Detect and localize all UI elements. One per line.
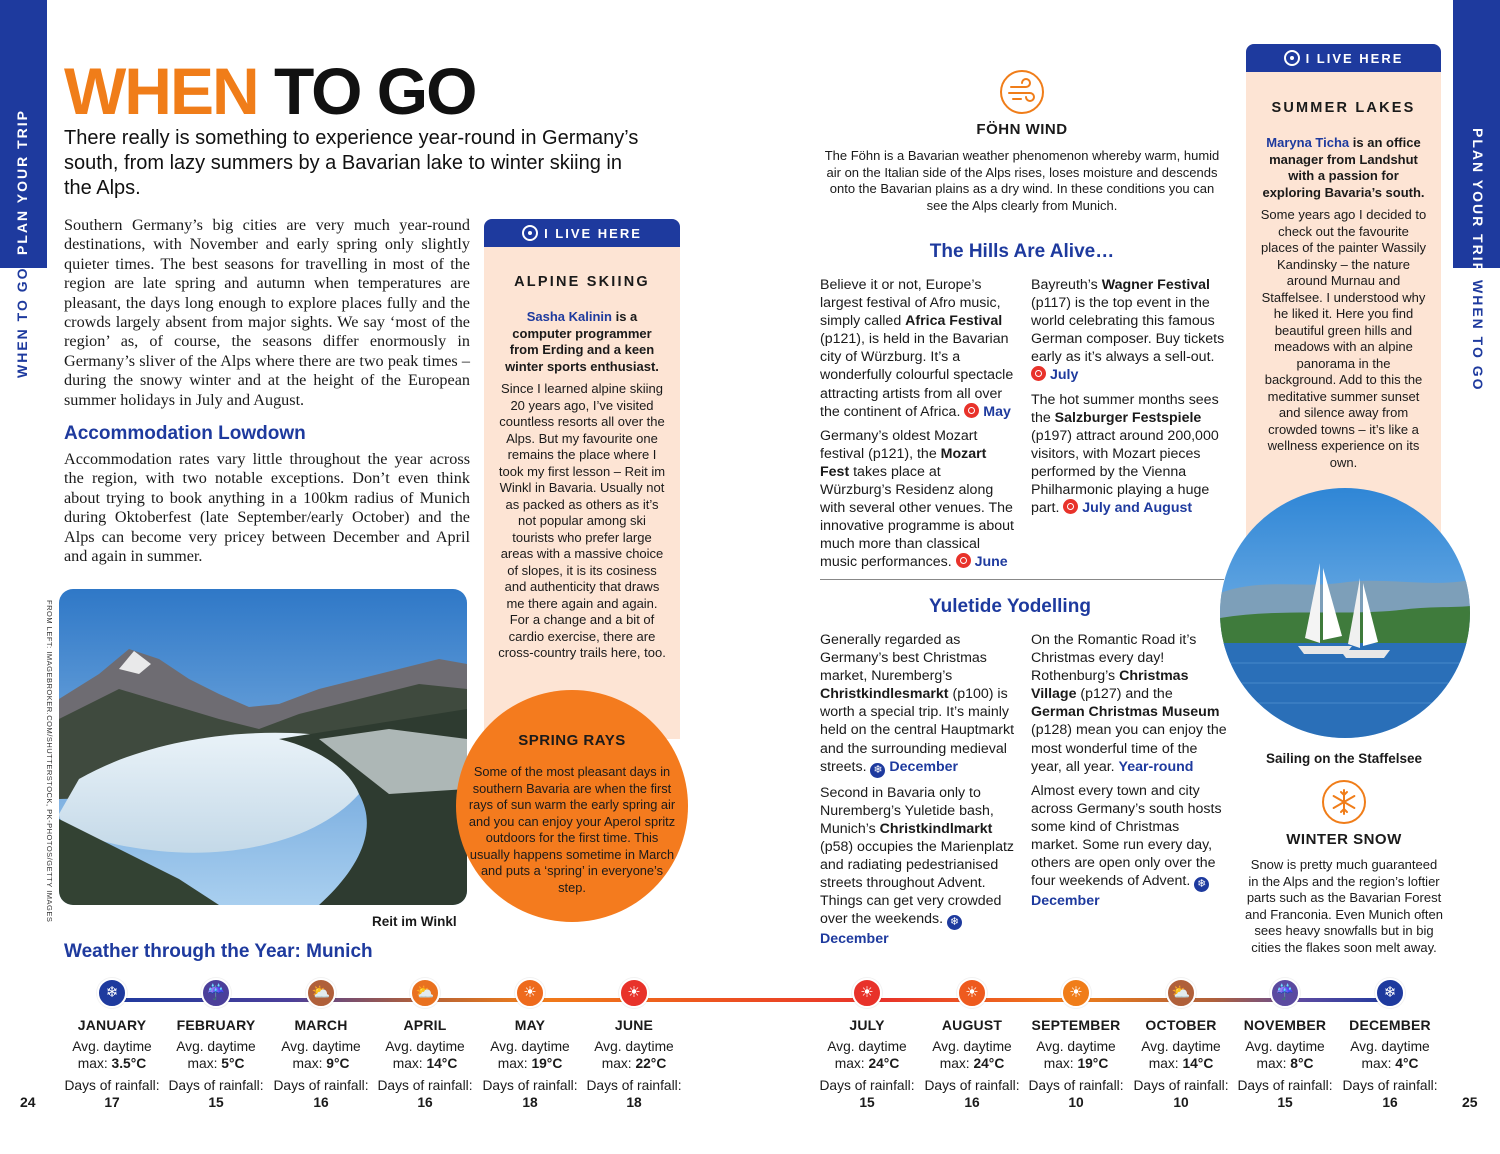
- photo-caption-staffelsee: Sailing on the Staffelsee: [1266, 751, 1423, 766]
- yuletide-column-right: [1031, 631, 1227, 916]
- photo-reit-im-winkl: [59, 589, 467, 905]
- weather-rainfall-days: Days of rainfall: 17: [64, 1078, 160, 1110]
- sun-icon: ☀: [515, 978, 545, 1008]
- weather-rainfall-days: Days of rainfall: 15: [168, 1078, 264, 1110]
- weather-month-september: [1021, 978, 1131, 1111]
- alpine-skiing-intro: [498, 309, 666, 375]
- sun-icon: ☀: [957, 978, 987, 1008]
- i-live-here-label: I LIVE HERE: [544, 225, 642, 241]
- person-name: Maryna Ticha: [1266, 135, 1350, 150]
- weather-avg-max-temp: Avg. daytime max: 9°C: [281, 1039, 361, 1071]
- spring-rays-text: Some of the most pleasant days in southern Bavaria are when the first rays of sun warm the early spring air and you can enjoy your Aperol spritz outdoors for the first time. This usually happens sometime in March and puts a ‘spring’ in everyone’s step.: [468, 764, 676, 895]
- yuletide-column-left: [820, 631, 1016, 954]
- weather-month-name: NOVEMBER: [1243, 1017, 1327, 1033]
- weather-avg-max-temp: Avg. daytime max: 14°C: [385, 1039, 465, 1071]
- sun-icon: [1063, 499, 1078, 514]
- event-christkindlmarkt: Second in Bavaria only to Nuremberg’s Yuletide bash, Munich’s Christkindlmarkt (p58) occupies the Marienplatz and radiating pedestrianised streets throughout Advent. Things can get very crowded over the weekends. ❄ December: [820, 784, 1014, 948]
- weather-avg-max-temp: Avg. daytime max: 24°C: [932, 1039, 1012, 1071]
- weather-avg-max-temp: Avg. daytime max: 4°C: [1350, 1039, 1430, 1071]
- weather-month-march: [266, 978, 376, 1111]
- photo-caption-reit-im-winkl: Reit im Winkl: [372, 914, 457, 929]
- weather-month-february: [161, 978, 271, 1111]
- weather-month-november: [1230, 978, 1340, 1111]
- i-live-here-label: I LIVE HERE: [1305, 50, 1404, 66]
- weather-month-name: SEPTEMBER: [1031, 1017, 1121, 1033]
- side-tab-chapter-label: WHEN TO GO: [1470, 280, 1486, 392]
- side-tab-section-label: PLAN YOUR TRIP: [1470, 128, 1486, 274]
- weather-rainfall-days: Days of rainfall: 16: [924, 1078, 1020, 1110]
- section-divider: [820, 579, 1224, 580]
- alpine-skiing-text: Since I learned alpine skiing 20 years ago, I’ve visited countless resorts all over the Alps. But my favourite one remains the place where I took my first lesson – Reit im Winkl in Bavaria. Usually not as packed as others as it’s not popular among ski tourists who prefer large areas with a massive choice of slopes, it is its cosiness and authenticity that draws me there again and again. For a change and a bit of cardio exercise, there are cross-country trails here, too.: [498, 381, 666, 660]
- sun-cloud-icon: ⛅: [1166, 978, 1196, 1008]
- page-title: [64, 54, 476, 128]
- event-salzburger-festspiele: The hot summer months sees the Salzburger Festspiele (p197) attract around 200,000 visitors, with Mozart pieces performed by the Vienna Philharmonic playing a huge part. July and August: [1031, 391, 1219, 517]
- i-live-here-lakes-box: [1246, 44, 1441, 544]
- snowflake-icon: ❄: [97, 978, 127, 1008]
- sun-icon: [1031, 366, 1046, 381]
- person-name: Sasha Kalinin: [526, 309, 612, 324]
- summer-lakes-text: Some years ago I decided to check out the favourite places of the painter Wassily Kandinsky – the nature around Murnau and Staffelsee. I understood why he liked it. Here you find beautiful green hills and meadows with an alpine panorama in the background. Add to this the meditative summer sunset and silence away from crowded towns – it’s like a wellness experience on its own.: [1260, 207, 1427, 470]
- weather-month-december: [1335, 978, 1445, 1111]
- weather-avg-max-temp: Avg. daytime max: 19°C: [490, 1039, 570, 1071]
- weather-avg-max-temp: Avg. daytime max: 14°C: [1141, 1039, 1221, 1071]
- winter-snow-text: Snow is pretty much guaranteed in the Alps and the region’s loftier parts such as the Bavarian Forest and Franconia. Even Munich often sees heavy snowfalls but in big cities the flakes soon melt away.: [1244, 857, 1443, 955]
- snowflake-icon: [1322, 780, 1366, 824]
- weather-avg-max-temp: Avg. daytime max: 5°C: [176, 1039, 256, 1071]
- sun-icon: ☀: [1061, 978, 1091, 1008]
- body-text: Southern Germany’s big cities are very much year-round destinations, with November and early spring only slightly quieter times. The best seasons for travelling in most of the region are late spring and autumn when temperatures are pleasant, the days long enough to explore places fully and the crowds largely absent from major sights. We say ‘most of the region’ as, of course, the seasons differ enormously in Germany’s sliver of the Alps where there are two peak times – during the snowy winter and at the height of the European summer holidays in July and August.: [64, 216, 470, 409]
- page-title-when: WHEN: [64, 54, 258, 128]
- i-live-here-header: [484, 219, 680, 247]
- event-mozart-fest: Germany’s oldest Mozart festival (p121), the Mozart Fest takes place at Würzburg’s Residenz along with several other venues. The innovative programme is about much more than classical music performances. June: [820, 427, 1014, 571]
- summer-lakes-title: SUMMER LAKES: [1271, 100, 1416, 116]
- cloud-rain-icon: ☔: [201, 978, 231, 1008]
- intro-text: There really is something to experience year-round in Germany’s south, from lazy summers by a Bavarian lake to winter skiing in the Alps.: [64, 127, 639, 199]
- sun-icon: [956, 553, 971, 568]
- weather-rainfall-days: Days of rainfall: 18: [482, 1078, 578, 1110]
- alpine-skiing-title: ALPINE SKIING: [514, 274, 650, 290]
- fohn-wind-text: The Föhn is a Bavarian weather phenomenon whereby warm, humid air on the Italian side of the Alps rises, loses moisture and descends onto the Bavarian plains as a dry wind. In these conditions you can see the Alps clearly from Munich.: [824, 148, 1220, 213]
- sun-icon: ☀: [619, 978, 649, 1008]
- hills-section-title: The Hills Are Alive…: [929, 241, 1115, 262]
- hills-column-left: [820, 276, 1016, 578]
- weather-month-name: FEBRUARY: [176, 1017, 256, 1033]
- fohn-wind-title: FÖHN WIND: [976, 121, 1068, 138]
- weather-rainfall-days: Days of rainfall: 15: [1237, 1078, 1333, 1110]
- person-description: is a computer programmer from Erding and a keen winter sports enthusiast.: [505, 309, 659, 374]
- photo-sailing-staffelsee: [1220, 488, 1470, 738]
- side-tab-left: [0, 0, 47, 1154]
- weather-month-july: [812, 978, 922, 1111]
- weather-month-name: JULY: [849, 1017, 885, 1033]
- weather-month-june: [579, 978, 689, 1111]
- event-wagner-festival: Bayreuth’s Wagner Festival (p117) is the top event in the world celebrating this famous German composer. Buy tickets early as it’s always a sell-out. July: [1031, 277, 1225, 384]
- page-number-left: 24: [20, 1094, 36, 1110]
- weather-rainfall-days: Days of rainfall: 16: [377, 1078, 473, 1110]
- side-tab-chapter-label: WHEN TO GO: [14, 266, 30, 378]
- weather-rainfall-days: Days of rainfall: 16: [273, 1078, 369, 1110]
- weather-month-january: [57, 978, 167, 1111]
- spring-rays-title: SPRING RAYS: [518, 732, 626, 749]
- weather-rainfall-days: Days of rainfall: 15: [819, 1078, 915, 1110]
- weather-month-name: JANUARY: [77, 1017, 147, 1033]
- weather-month-name: AUGUST: [941, 1017, 1003, 1033]
- weather-month-name: DECEMBER: [1349, 1017, 1431, 1033]
- weather-avg-max-temp: Avg. daytime max: 22°C: [594, 1039, 674, 1071]
- snowflake-icon: ❄: [1194, 877, 1209, 892]
- weather-month-april: [370, 978, 480, 1111]
- weather-avg-max-temp: Avg. daytime max: 3.5°C: [72, 1039, 152, 1071]
- weather-rainfall-days: Days of rainfall: 10: [1133, 1078, 1229, 1110]
- cloud-rain-icon: ☔: [1270, 978, 1300, 1008]
- summer-lakes-intro: [1258, 135, 1429, 201]
- page-title-to-go: TO GO: [274, 54, 476, 128]
- weather-rainfall-days: Days of rainfall: 10: [1028, 1078, 1124, 1110]
- spring-rays-circle: [456, 690, 688, 922]
- event-christkindlesmarkt: Generally regarded as Germany’s best Christmas market, Nuremberg’s Christkindlesmarkt (p100) is worth a special trip. It’s mainly held on the central Hauptmarkt and the surrounding medieval streets. ❄ December: [820, 632, 1015, 776]
- weather-avg-max-temp: Avg. daytime max: 24°C: [827, 1039, 907, 1071]
- location-pin-icon: [1284, 50, 1300, 66]
- weather-month-august: [917, 978, 1027, 1111]
- event-christmas-village: On the Romantic Road it’s Christmas every day! Rothenburg’s Christmas Village (p127) and the German Christmas Museum (p128) mean you can enjoy the most wonderful time of the year, all year. Year-round: [1031, 632, 1227, 775]
- i-live-here-alpine-box: [484, 219, 680, 739]
- side-tab-section-label: PLAN YOUR TRIP: [14, 109, 30, 255]
- weather-month-october: [1126, 978, 1236, 1111]
- sun-icon: [964, 403, 979, 418]
- weather-month-name: JUNE: [614, 1017, 654, 1033]
- weather-month-may: [475, 978, 585, 1111]
- sun-cloud-icon: ⛅: [410, 978, 440, 1008]
- accommodation-heading: Accommodation Lowdown: [64, 423, 306, 444]
- weather-month-name: OCTOBER: [1145, 1017, 1217, 1033]
- event-christmas-markets: Almost every town and city across Germany’s south hosts some kind of Christmas market. Some run every day, others are open only over the four weekends of Advent. ❄ December: [1031, 782, 1222, 910]
- accommodation-text: Accommodation rates vary little throughout the year across the region, with two notable exceptions. Don’t even think about trying to book anything in a 100km radius of Munich during Oktoberfest (late September/early October) and the Alps can become very pricey between December and April and again in summer.: [64, 450, 470, 566]
- yuletide-section-title: Yuletide Yodelling: [929, 596, 1091, 617]
- weather-month-name: MARCH: [294, 1017, 348, 1033]
- wind-icon: [1000, 70, 1044, 114]
- snowflake-icon: ❄: [1375, 978, 1405, 1008]
- snowflake-icon: ❄: [870, 763, 885, 778]
- location-pin-icon: [522, 225, 538, 241]
- person-description: is an office manager from Landshut with a passion for exploring Bavaria’s south.: [1262, 135, 1425, 200]
- weather-avg-max-temp: Avg. daytime max: 19°C: [1036, 1039, 1116, 1071]
- hills-column-right: [1031, 276, 1227, 523]
- weather-avg-max-temp: Avg. daytime max: 8°C: [1245, 1039, 1325, 1071]
- weather-month-name: APRIL: [403, 1017, 447, 1033]
- photo-credit: FROM LEFT: IMAGEBROKER.COM/SHUTTERSTOCK, PK-PHOTOS/GETTY IMAGES: [45, 600, 54, 923]
- i-live-here-header: [1246, 44, 1441, 72]
- weather-rainfall-days: Days of rainfall: 16: [1342, 1078, 1438, 1110]
- weather-month-name: MAY: [514, 1017, 546, 1033]
- winter-snow-title: WINTER SNOW: [1286, 831, 1402, 848]
- sun-cloud-icon: ⛅: [306, 978, 336, 1008]
- sun-icon: ☀: [852, 978, 882, 1008]
- page-number-right: 25: [1462, 1094, 1478, 1110]
- weather-rainfall-days: Days of rainfall: 18: [586, 1078, 682, 1110]
- snowflake-icon: ❄: [947, 915, 962, 930]
- event-africa-festival: Believe it or not, Europe’s largest festival of Afro music, simply called Africa Festival (p121), is held in the Bavarian city of Würzburg. It’s a wonderfully colourful spectacle attracting artists from all over the continent of Africa. May: [820, 277, 1014, 420]
- weather-heading: Weather through the Year: Munich: [64, 941, 373, 962]
